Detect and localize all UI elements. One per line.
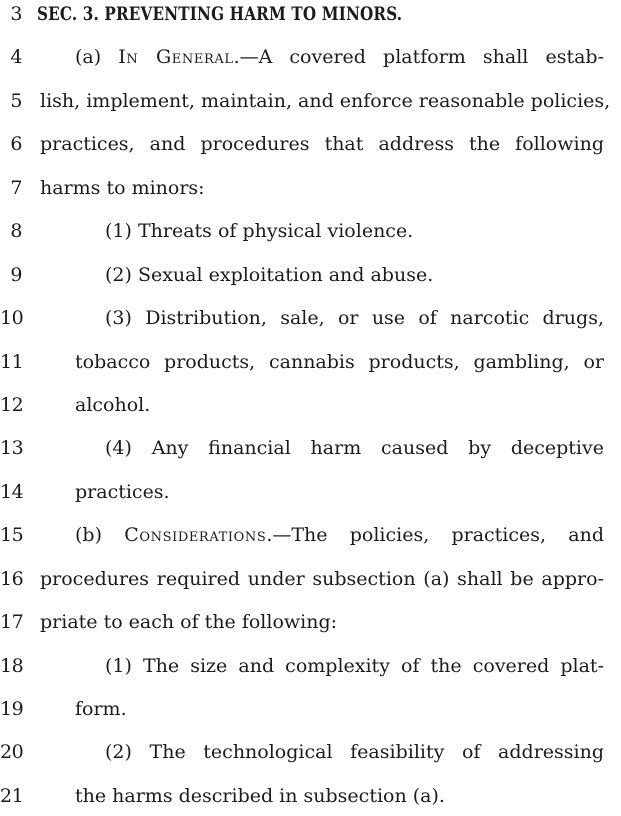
smallcaps-text-segment: In General <box>118 46 234 69</box>
line-number: 13 <box>0 437 24 460</box>
bill-line <box>0 568 621 611</box>
bill-line <box>0 264 621 307</box>
bill-line <box>0 90 621 133</box>
bill-line <box>0 698 621 741</box>
text-segment: alcohol. <box>75 393 151 416</box>
bill-line <box>0 655 621 698</box>
text-segment: (b) <box>75 524 125 547</box>
line-text <box>40 89 611 112</box>
line-text <box>40 611 604 633</box>
text-segment: (2) Sexual exploitation and abuse. <box>105 263 434 286</box>
line-text <box>40 133 604 155</box>
text-segment: (2) The technological feasibility of addressing <box>105 741 604 764</box>
bill-text-body <box>0 3 621 816</box>
text-segment: tobacco products, cannabis products, gambling, or <box>75 350 604 373</box>
line-number: 19 <box>0 698 24 720</box>
bill-line <box>0 220 621 263</box>
line-number: 16 <box>0 567 24 590</box>
text-segment: form. <box>75 698 127 720</box>
line-number: 18 <box>0 654 24 677</box>
text-segment: .—The policies, practices, and <box>266 524 604 547</box>
line-number: 4 <box>10 46 22 69</box>
text-segment: practices, and procedures that address the following <box>40 133 604 156</box>
line-text <box>40 177 604 199</box>
line-number: 8 <box>10 220 22 243</box>
bill-line <box>0 611 621 654</box>
line-text <box>40 394 604 416</box>
bill-line <box>0 481 621 524</box>
text-segment: practices. <box>75 480 170 503</box>
bill-line <box>0 741 621 784</box>
line-number: 17 <box>0 611 24 634</box>
line-number: 5 <box>10 89 22 112</box>
text-segment: (4) Any financial harm caused by deceptive <box>105 437 604 460</box>
line-number: 20 <box>0 741 24 764</box>
line-number: 6 <box>10 133 22 156</box>
line-number: 3 <box>10 3 22 25</box>
line-text <box>40 220 604 242</box>
line-number: 9 <box>10 263 22 286</box>
line-text <box>40 351 604 373</box>
section-heading <box>37 3 601 25</box>
line-number: 15 <box>0 524 24 547</box>
line-text <box>40 481 604 503</box>
line-text <box>40 655 604 677</box>
smallcaps-text-segment: Considerations <box>124 524 267 547</box>
text-segment: the harms described in subsection (a). <box>75 784 445 807</box>
text-segment: (1) Threats of physical violence. <box>105 220 414 243</box>
line-text <box>40 741 604 763</box>
line-text <box>40 785 604 807</box>
line-number: 12 <box>0 393 24 416</box>
line-text <box>40 46 604 68</box>
text-segment: harms to minors: <box>40 176 205 199</box>
text-segment: (1) The size and complexity of the covered plat- <box>105 654 604 677</box>
line-text <box>40 307 604 329</box>
line-number: 14 <box>0 480 24 503</box>
bill-line <box>0 785 621 816</box>
bill-line <box>0 177 621 220</box>
text-segment: .—A covered platform shall estab- <box>233 46 604 69</box>
bill-line <box>0 524 621 567</box>
bill-line <box>0 133 621 176</box>
bill-line <box>0 351 621 394</box>
section-heading-text <box>37 3 402 25</box>
line-number: 7 <box>10 176 22 199</box>
line-text <box>40 264 604 286</box>
bill-line <box>0 307 621 350</box>
bill-line <box>0 3 621 46</box>
bill-line <box>0 394 621 437</box>
text-segment: lish, implement, maintain, and enforce reasonable policies, <box>40 89 611 112</box>
line-text <box>40 698 604 720</box>
line-text <box>40 568 604 590</box>
bill-line <box>0 437 621 480</box>
line-number: 11 <box>0 350 24 373</box>
text-segment: priate to each of the following: <box>40 611 338 634</box>
line-number: 21 <box>0 784 24 807</box>
bill-line <box>0 46 621 89</box>
line-text <box>40 524 604 546</box>
text-segment: (3) Distribution, sale, or use of narcotic drugs, <box>105 307 604 330</box>
line-number: 10 <box>0 307 24 330</box>
line-text <box>40 437 604 459</box>
text-segment: procedures required under subsection (a) shall be appro- <box>40 567 604 590</box>
text-segment: (a) <box>75 46 119 69</box>
text-segment: SEC. 3. PREVENTING HARM TO MINORS. <box>37 3 403 25</box>
